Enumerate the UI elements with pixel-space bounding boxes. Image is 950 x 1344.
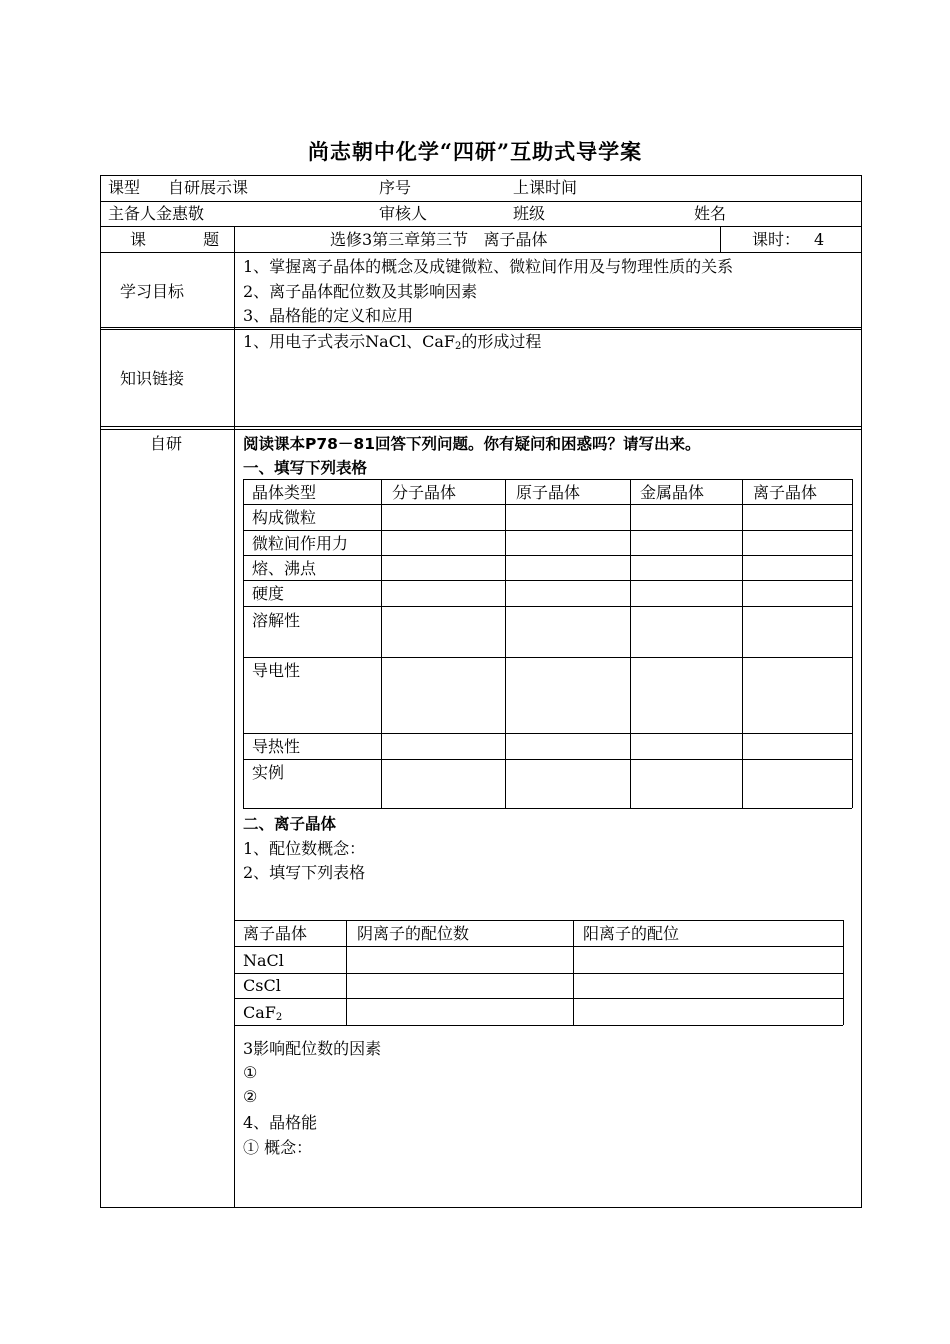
coordination-factors: 3影响配位数的因素 xyxy=(243,1039,382,1058)
objective-item: 3、晶格能的定义和应用 xyxy=(243,306,414,325)
knowledge-link-suffix: 的形成过程 xyxy=(461,332,542,351)
table1-row-label: 导热性 xyxy=(252,737,301,756)
table1-row-label: 硬度 xyxy=(252,584,285,603)
table1-row-label: 熔、沸点 xyxy=(252,559,317,578)
table2-header: 阴离子的配位数 xyxy=(357,924,470,943)
table1-row-label: 导电性 xyxy=(252,661,301,680)
class-label: 班级 xyxy=(513,204,546,223)
lesson-type-value: 自研展示课 xyxy=(168,178,249,197)
table1-row-label: 微粒间作用力 xyxy=(252,534,349,553)
table1-header: 原子晶体 xyxy=(516,483,581,502)
class-time-label: 上课时间 xyxy=(513,178,578,197)
periods-label xyxy=(752,230,824,250)
lattice-energy-title: 4、晶格能 xyxy=(243,1113,318,1132)
self-study-label: 自研 xyxy=(150,434,183,453)
coordination-concept: 1、配位数概念： xyxy=(243,839,366,858)
table1-header: 离子晶体 xyxy=(753,483,818,502)
caf-subscript: 2 xyxy=(275,1012,283,1023)
section2-title: 二、离子晶体 xyxy=(243,815,337,833)
lesson-type-label: 课型 xyxy=(108,178,141,197)
preparer-value: 金惠敬 xyxy=(156,204,205,223)
topic-value: 选修3第三章第三节 离子晶体 xyxy=(330,230,548,249)
preparer-label-text: 主备人 xyxy=(108,204,157,223)
caf-prefix: CaF xyxy=(243,1003,276,1022)
knowledge-link-subscript: 2 xyxy=(454,341,462,352)
table2-row-label: CsCl xyxy=(243,976,281,995)
factor-item-2: ② xyxy=(243,1087,258,1106)
lattice-energy-concept: ① 概念： xyxy=(243,1138,313,1157)
name-label: 姓名 xyxy=(694,204,727,223)
section1-title: 一、填写下列表格 xyxy=(243,459,368,477)
objective-item: 1、掌握离子晶体的概念及成键微粒、微粒间作用及与物理性质的关系 xyxy=(243,257,734,276)
fill-table-instruction: 2、填写下列表格 xyxy=(243,863,366,882)
periods-value: 4 xyxy=(814,230,825,249)
table1-header: 晶体类型 xyxy=(252,483,317,502)
table1-row-label: 实例 xyxy=(252,763,285,782)
knowledge-link-label: 知识链接 xyxy=(120,369,185,388)
factor-item-1: ① xyxy=(243,1063,258,1082)
page-title: 尚志朝中化学“四研”互助式导学案 xyxy=(307,139,643,164)
table1-row-label: 构成微粒 xyxy=(252,508,317,527)
table2-row-label: NaCl xyxy=(243,951,284,970)
topic-label: 课 题 xyxy=(130,230,246,249)
self-study-instruction: 阅读课本P78－81回答下列问题。你有疑问和困惑吗？请写出来。 xyxy=(243,435,701,453)
table2-row-label xyxy=(243,1003,282,1028)
objectives-label: 学习目标 xyxy=(120,282,185,301)
knowledge-link-item xyxy=(243,332,541,357)
table1-row-label: 溶解性 xyxy=(252,611,301,630)
periods-label-text: 课时： xyxy=(752,230,801,249)
seq-label: 序号 xyxy=(379,178,412,197)
objective-item: 2、离子晶体配位数及其影响因素 xyxy=(243,282,478,301)
preparer-label xyxy=(108,204,204,224)
table1-header: 分子晶体 xyxy=(392,483,457,502)
table2-header: 离子晶体 xyxy=(243,924,308,943)
table1-header: 金属晶体 xyxy=(640,483,705,502)
reviewer-label: 审核人 xyxy=(379,204,428,223)
table2-header: 阳离子的配位 xyxy=(583,924,680,943)
knowledge-link-prefix: 1、用电子式表示NaCl、CaF xyxy=(243,332,455,351)
